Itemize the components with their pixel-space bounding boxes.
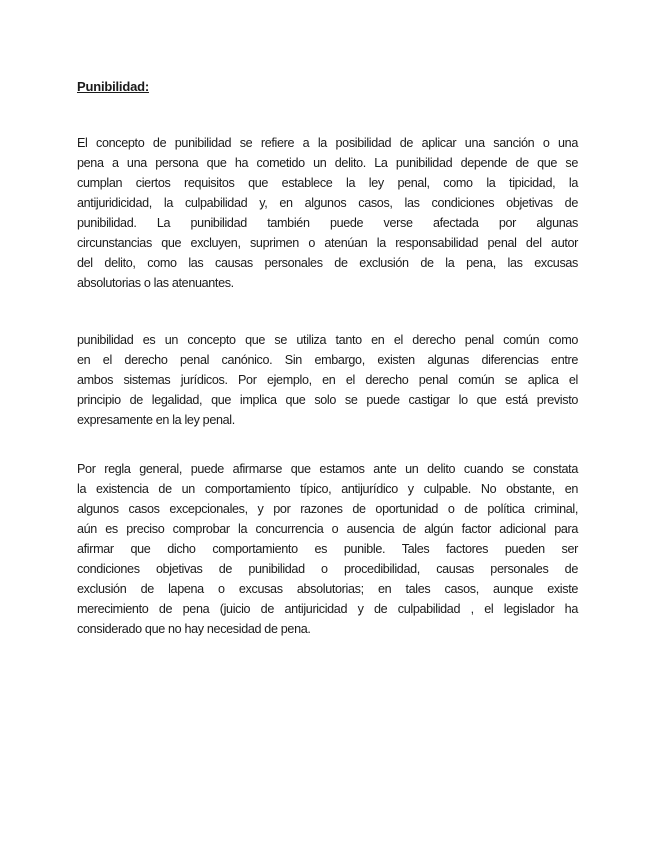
text-line: Por regla general, puede afirmarse que estamos ante un delito cuando se constata [77,462,578,476]
text-line: del delito, como las causas personales de exclusión de la pena, las excusas [77,256,578,270]
text-line: punibilidad es un concepto que se utiliza tanto en el derecho penal común como [77,333,578,347]
text-line: algunos casos excepcionales, y por razones de oportunidad o de política criminal, [77,502,578,516]
text-line: considerado que no hay necesidad de pena. [77,622,311,636]
text-line: antijuridicidad, la culpabilidad y, en algunos casos, las condiciones objetivas de [77,196,578,210]
text-line: expresamente en la ley penal. [77,413,235,427]
text-line: principio de legalidad, que implica que solo se puede castigar lo que está previsto [77,393,578,407]
text-line: en el derecho penal canónico. Sin embargo, existen algunas diferencias entre [77,353,578,367]
text-line: condiciones objetivas de punibilidad o procedibilidad, causas personales de [77,562,578,576]
text-line: exclusión de lapena o excusas absolutorias; en tales casos, aunque existe [77,582,578,596]
text-line: pena a una persona que ha cometido un delito. La punibilidad depende de que se [77,156,578,170]
text-line: aún es preciso comprobar la concurrencia o ausencia de algún factor adicional para [77,522,578,536]
text-line: la existencia de un comportamiento típico, antijurídico y culpable. No obstante, en [77,482,578,496]
text-line: ambos sistemas jurídicos. Por ejemplo, en el derecho penal común se aplica el [77,373,578,387]
text-line: afirmar que dicho comportamiento es punible. Tales factores pueden ser [77,542,578,556]
text-line: circunstancias que excluyen, suprimen o atenúan la responsabilidad penal del autor [77,236,578,250]
text-line: merecimiento de pena (juicio de antijuricidad y de culpabilidad , el legislador ha [77,602,578,616]
text-line: punibilidad. La punibilidad también puede verse afectada por algunas [77,216,578,230]
paragraph-1 [77,133,578,293]
document-title: Punibilidad: [77,79,149,94]
text-line: El concepto de punibilidad se refiere a la posibilidad de aplicar una sanción o una [77,136,578,150]
paragraph-3 [77,459,578,639]
text-line: cumplan ciertos requisitos que establece la ley penal, como la tipicidad, la [77,176,578,190]
text-line: absolutorias o las atenuantes. [77,276,234,290]
paragraph-2 [77,330,578,430]
